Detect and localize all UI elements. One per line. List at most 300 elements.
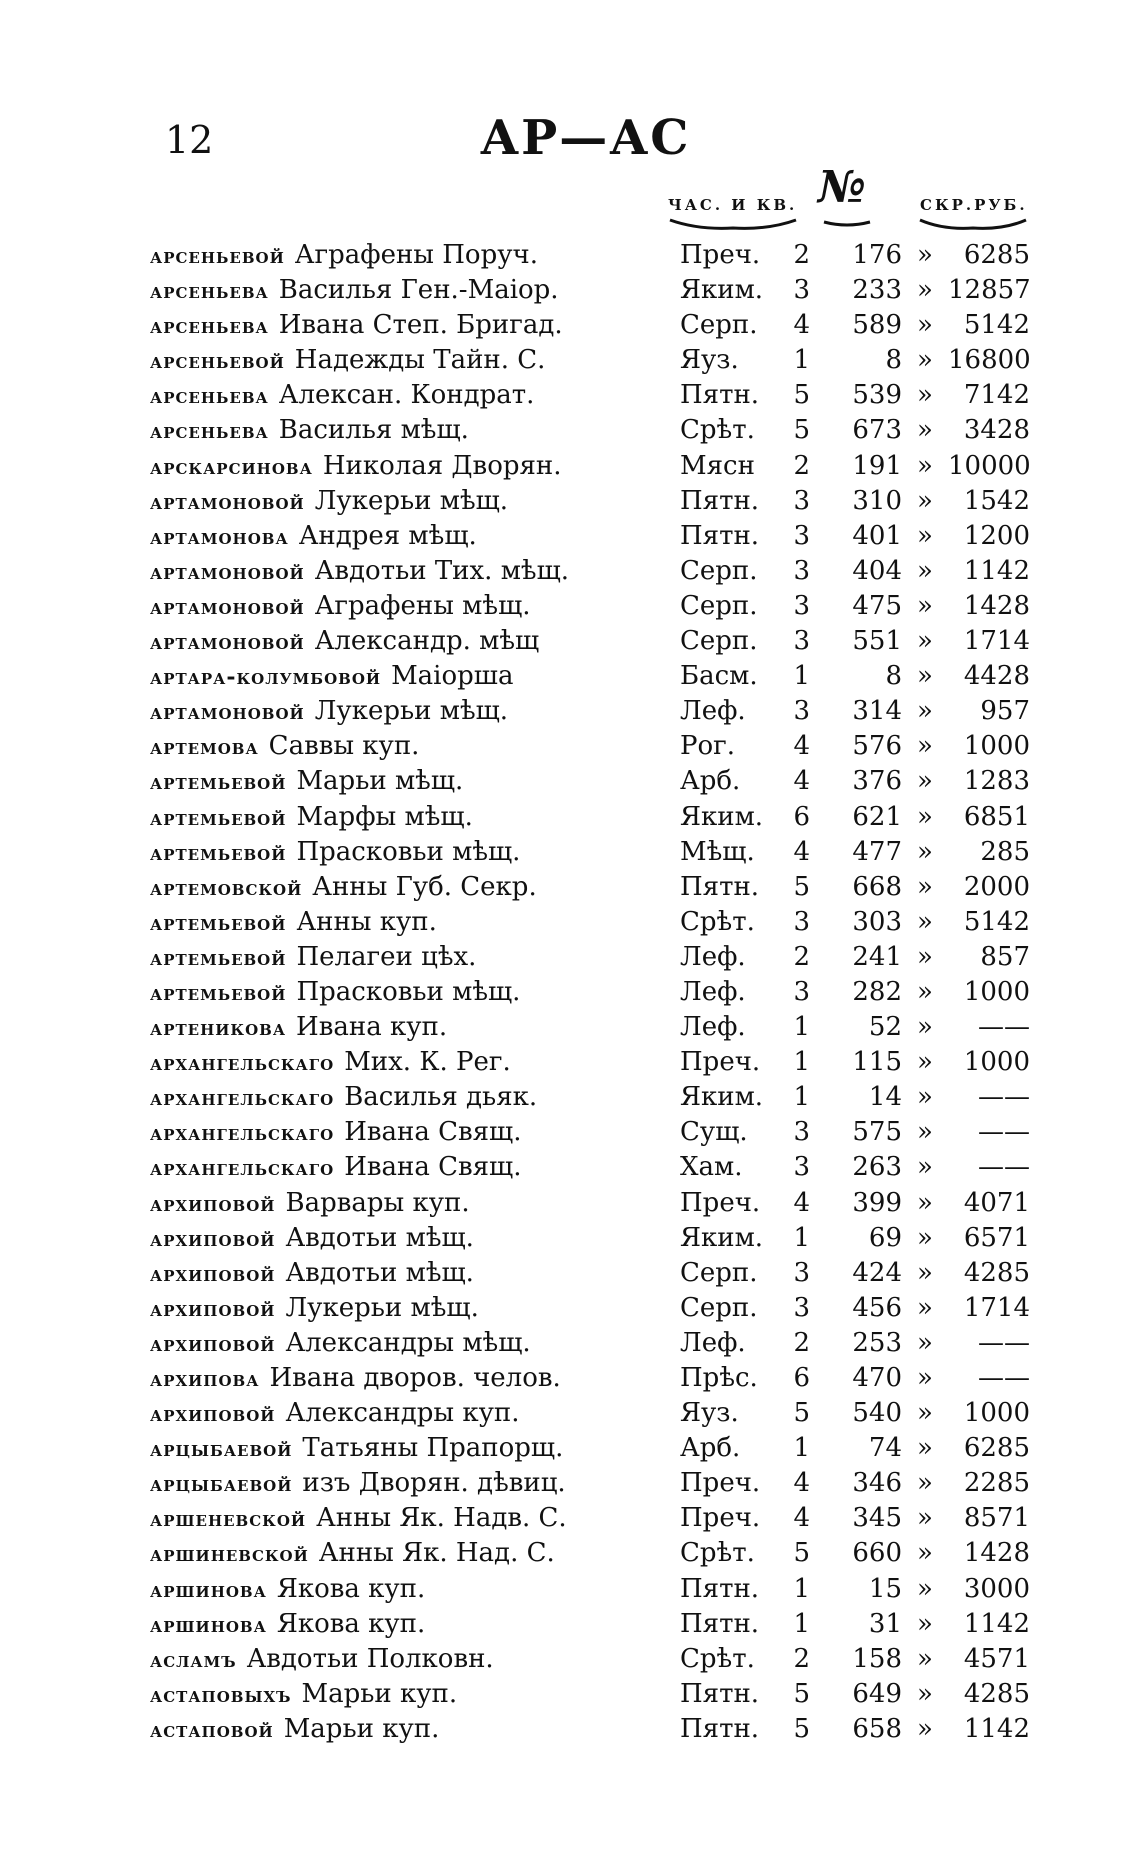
table-row — [150, 519, 1030, 554]
table-row — [150, 1642, 1030, 1677]
part-number-cell: 2 — [793, 1643, 810, 1674]
surname: арцыбаевой — [150, 1471, 293, 1498]
given-name: Марфы мѣщ. — [296, 801, 473, 832]
surname: аршиневской — [150, 1541, 309, 1568]
separator-cell: » — [917, 871, 933, 902]
house-number-cell: 404 — [852, 555, 902, 586]
table-row — [150, 1466, 1030, 1501]
surname: астаповой — [150, 1716, 274, 1743]
surname: артемовской — [150, 874, 303, 901]
given-name: Татьяны Прапорщ. — [302, 1433, 564, 1464]
column-header-sum: СКР.РУБ. — [920, 196, 1028, 214]
surname: архиповой — [150, 1401, 276, 1428]
part-cell: Серп. — [680, 626, 758, 657]
name-cell — [150, 694, 680, 730]
name-cell — [150, 1607, 680, 1643]
name-cell — [150, 484, 680, 520]
surname: артамоновой — [150, 593, 305, 620]
house-number-cell: 475 — [852, 590, 902, 621]
given-name: Анны Як. Надв. С. — [316, 1503, 567, 1534]
sum-cell: 2285 — [963, 1468, 1030, 1499]
separator-cell: » — [917, 380, 933, 411]
given-name: Ивана куп. — [296, 1012, 448, 1043]
part-number-cell: 4 — [793, 1468, 810, 1499]
part-cell: Серп. — [680, 1292, 758, 1323]
house-number-cell: 15 — [868, 1573, 902, 1604]
sum-cell: 1283 — [963, 766, 1030, 797]
part-number-cell: 1 — [793, 345, 810, 376]
separator-cell: » — [917, 1047, 933, 1078]
name-cell — [150, 940, 680, 976]
sum-cell: 6285 — [963, 1433, 1030, 1464]
surname: арскарсинова — [150, 453, 313, 480]
house-number-cell: 575 — [852, 1117, 902, 1148]
separator-cell: » — [917, 976, 933, 1007]
name-cell — [150, 238, 680, 274]
separator-cell: » — [917, 1187, 933, 1218]
house-number-cell: 69 — [868, 1222, 902, 1253]
separator-cell: » — [917, 906, 933, 937]
part-number-cell: 5 — [793, 415, 810, 446]
sum-cell: 1714 — [963, 1292, 1030, 1323]
given-name: Авдотьи мѣщ. — [285, 1222, 474, 1253]
surname: артамонова — [150, 523, 289, 550]
separator-cell: » — [917, 1292, 933, 1323]
name-cell — [150, 1396, 680, 1432]
house-number-cell: 14 — [868, 1082, 902, 1113]
sum-cell: —— — [978, 1327, 1030, 1358]
surname: арсеньевой — [150, 243, 285, 269]
given-name: Аграфены мѣщ. — [314, 590, 531, 621]
sum-cell: 10000 — [948, 450, 1031, 481]
separator-cell: » — [917, 485, 933, 516]
surname: арцыбаевой — [150, 1436, 293, 1463]
house-number-cell: 115 — [852, 1047, 902, 1078]
house-number-cell: 263 — [852, 1152, 902, 1183]
register-table — [150, 238, 1030, 1747]
table-row — [150, 1115, 1030, 1150]
part-number-cell: 1 — [793, 1433, 810, 1464]
sum-cell: 1000 — [963, 976, 1030, 1007]
house-number-cell: 649 — [852, 1678, 902, 1709]
name-cell — [150, 1080, 680, 1116]
name-cell — [150, 1291, 680, 1327]
separator-cell: » — [917, 766, 933, 797]
sum-cell: 1428 — [963, 1538, 1030, 1569]
part-cell: Преч. — [680, 1468, 761, 1499]
house-number-cell: 314 — [852, 696, 902, 727]
part-cell: Хам. — [680, 1152, 743, 1183]
surname: арсеньева — [150, 418, 269, 445]
part-number-cell: 3 — [793, 555, 810, 586]
given-name: Анны Губ. Секр. — [312, 871, 537, 902]
table-row — [150, 835, 1030, 870]
name-cell — [150, 1115, 680, 1151]
given-name: Лукерьи мѣщ. — [314, 485, 509, 516]
sum-cell: 5142 — [963, 310, 1030, 341]
given-name: Александры куп. — [285, 1398, 520, 1429]
separator-cell: » — [917, 1433, 933, 1464]
part-cell: Срѣт. — [680, 1538, 755, 1569]
given-name: Лукерьи мѣщ. — [285, 1292, 479, 1323]
given-name: Ивана Свящ. — [344, 1117, 522, 1148]
part-cell: Леф. — [680, 696, 746, 727]
sum-cell: 6285 — [963, 240, 1030, 270]
given-name: Николая Дворян. — [322, 450, 562, 481]
sum-cell: 1000 — [963, 1047, 1030, 1078]
given-name: Марьи мѣщ. — [296, 766, 464, 797]
surname: арсеньевой — [150, 348, 285, 375]
given-name: Авдотьи Полковн. — [246, 1643, 494, 1674]
name-cell — [150, 413, 680, 449]
table-row — [150, 905, 1030, 940]
part-number-cell: 3 — [793, 976, 810, 1007]
sum-cell: 3428 — [963, 415, 1030, 446]
sum-cell: 7142 — [963, 380, 1030, 411]
table-row — [150, 975, 1030, 1010]
house-number-cell: 658 — [852, 1713, 902, 1744]
house-number-cell: 8 — [885, 661, 902, 692]
part-cell: Арб. — [680, 1433, 741, 1464]
sum-cell: 1542 — [963, 485, 1030, 516]
house-number-cell: 399 — [852, 1187, 902, 1218]
table-row — [150, 308, 1030, 343]
sum-cell: 6571 — [963, 1222, 1030, 1253]
sum-cell: —— — [978, 1082, 1030, 1113]
sum-cell: —— — [978, 1117, 1030, 1148]
separator-cell: » — [917, 555, 933, 586]
given-name: Лукерьи мѣщ. — [314, 696, 509, 727]
house-number-cell: 376 — [852, 766, 902, 797]
part-number-cell: 6 — [793, 801, 810, 832]
sum-cell: 4571 — [963, 1643, 1030, 1674]
separator-cell: » — [917, 731, 933, 762]
name-cell — [150, 1466, 680, 1502]
sum-cell: 8571 — [963, 1503, 1030, 1534]
part-cell: Серп. — [680, 555, 758, 586]
table-row — [150, 1221, 1030, 1256]
surname: артара-колумбовой — [150, 664, 382, 691]
separator-cell: » — [917, 1257, 933, 1288]
name-cell — [150, 519, 680, 555]
part-cell: Преч. — [680, 240, 761, 270]
house-number-cell: 540 — [852, 1398, 902, 1429]
part-cell: Басм. — [680, 661, 758, 692]
surname: архангельскаго — [150, 1120, 335, 1147]
surname: астаповыхъ — [150, 1681, 292, 1708]
separator-cell: » — [917, 1608, 933, 1639]
separator-cell: » — [917, 1152, 933, 1183]
name-cell — [150, 905, 680, 941]
surname: архиповой — [150, 1295, 276, 1322]
part-cell: Серп. — [680, 590, 758, 621]
separator-cell: » — [917, 1503, 933, 1534]
surname: аршинова — [150, 1576, 267, 1603]
given-name: Василья мѣщ. — [278, 415, 469, 446]
table-row — [150, 1677, 1030, 1712]
house-number-cell: 346 — [852, 1468, 902, 1499]
table-row — [150, 1431, 1030, 1466]
name-cell — [150, 835, 680, 871]
given-name: Анны Як. Над. С. — [318, 1538, 555, 1569]
house-number-cell: 660 — [852, 1538, 902, 1569]
separator-cell: » — [917, 240, 933, 270]
part-number-cell: 4 — [793, 1187, 810, 1218]
part-cell: Срѣт. — [680, 906, 755, 937]
name-cell — [150, 624, 680, 660]
given-name: Якова куп. — [276, 1573, 426, 1604]
table-row — [150, 238, 1030, 273]
sum-cell: 3000 — [963, 1573, 1030, 1604]
table-row — [150, 1712, 1030, 1747]
part-cell: Яким. — [680, 1222, 764, 1253]
surname: архангельскаго — [150, 1050, 335, 1077]
given-name: Надежды Тайн. С. — [294, 345, 546, 376]
sum-cell: 2000 — [963, 871, 1030, 902]
separator-cell: » — [917, 696, 933, 727]
part-cell: Яким. — [680, 801, 764, 832]
given-name: Якова куп. — [276, 1608, 426, 1639]
name-cell — [150, 449, 680, 485]
table-row — [150, 589, 1030, 624]
page-number: 12 — [165, 118, 214, 162]
sum-cell: 1142 — [963, 1713, 1030, 1744]
column-header-number: № — [818, 162, 866, 213]
table-row — [150, 484, 1030, 519]
separator-cell: » — [917, 626, 933, 657]
table-row — [150, 413, 1030, 448]
table-row — [150, 1186, 1030, 1221]
part-cell: Леф. — [680, 976, 746, 1007]
surname: артемьевой — [150, 979, 287, 1006]
table-row — [150, 1501, 1030, 1536]
given-name: Аграфены Поруч. — [294, 240, 538, 270]
table-row — [150, 729, 1030, 764]
surname: архиповой — [150, 1225, 276, 1252]
separator-cell: » — [917, 520, 933, 551]
name-cell — [150, 800, 680, 836]
house-number-cell: 668 — [852, 871, 902, 902]
house-number-cell: 470 — [852, 1363, 902, 1393]
part-number-cell: 5 — [793, 380, 810, 411]
separator-cell: » — [917, 1713, 933, 1744]
part-number-cell: 5 — [793, 1678, 810, 1709]
separator-cell: » — [917, 1012, 933, 1043]
house-number-cell: 74 — [868, 1433, 902, 1464]
part-number-cell: 4 — [793, 1503, 810, 1534]
part-number-cell: 3 — [793, 590, 810, 621]
brace-sum — [918, 218, 1028, 232]
house-number-cell: 52 — [868, 1012, 902, 1043]
part-number-cell: 5 — [793, 871, 810, 902]
given-name: Алексан. Кондрат. — [278, 380, 535, 411]
table-row — [150, 694, 1030, 729]
name-cell — [150, 378, 680, 414]
part-number-cell: 3 — [793, 1117, 810, 1148]
surname: артемьевой — [150, 769, 287, 796]
surname: аршеневской — [150, 1506, 307, 1533]
surname: артемьевой — [150, 909, 287, 936]
separator-cell: » — [917, 1468, 933, 1499]
given-name: Маіорша — [391, 661, 514, 692]
surname: архангельскаго — [150, 1085, 335, 1112]
given-name: Василья Ген.-Маіор. — [278, 275, 559, 306]
given-name: Авдотьи мѣщ. — [285, 1257, 474, 1288]
separator-cell: » — [917, 1117, 933, 1148]
column-header-part: ЧАС. И КВ. — [668, 196, 798, 214]
part-cell: Леф. — [680, 1327, 746, 1358]
separator-cell: » — [917, 801, 933, 832]
surname: аршинова — [150, 1611, 267, 1638]
part-cell: Мясн — [680, 450, 755, 481]
separator-cell: » — [917, 590, 933, 621]
part-cell: Пятн. — [680, 485, 760, 516]
surname: артамоновой — [150, 629, 305, 656]
part-number-cell: 4 — [793, 731, 810, 762]
part-cell: Леф. — [680, 941, 746, 972]
table-row — [150, 624, 1030, 659]
table-row — [150, 1396, 1030, 1431]
sum-cell: 16800 — [948, 345, 1031, 376]
house-number-cell: 539 — [852, 380, 902, 411]
sum-cell: 1428 — [963, 590, 1030, 621]
name-cell — [150, 1256, 680, 1292]
part-number-cell: 3 — [793, 485, 810, 516]
surname: архангельскаго — [150, 1155, 335, 1182]
house-number-cell: 621 — [852, 801, 902, 832]
surname: асламъ — [150, 1646, 237, 1673]
part-cell: Пятн. — [680, 1713, 760, 1744]
separator-cell: » — [917, 1082, 933, 1113]
part-number-cell: 3 — [793, 906, 810, 937]
given-name: Саввы куп. — [268, 731, 420, 762]
sum-cell: 4428 — [963, 661, 1030, 692]
brace-part — [668, 218, 798, 232]
house-number-cell: 401 — [852, 520, 902, 551]
table-row — [150, 1150, 1030, 1185]
part-number-cell: 2 — [793, 240, 810, 270]
given-name: Ивана Свящ. — [344, 1152, 522, 1183]
table-row — [150, 764, 1030, 799]
part-number-cell: 3 — [793, 1292, 810, 1323]
name-cell — [150, 1712, 680, 1748]
name-cell — [150, 1431, 680, 1467]
surname: арсеньева — [150, 313, 269, 340]
part-cell: Яким. — [680, 275, 764, 306]
separator-cell: » — [917, 661, 933, 692]
separator-cell: » — [917, 836, 933, 867]
table-row — [150, 1010, 1030, 1045]
separator-cell: » — [917, 1678, 933, 1709]
sum-cell: 12857 — [948, 275, 1031, 306]
part-number-cell: 3 — [793, 1257, 810, 1288]
part-cell: Пятн. — [680, 1678, 760, 1709]
part-cell: Арб. — [680, 766, 741, 797]
part-number-cell: 2 — [793, 941, 810, 972]
part-number-cell: 3 — [793, 696, 810, 727]
table-row — [150, 273, 1030, 308]
name-cell — [150, 1010, 680, 1046]
given-name: Варвары куп. — [285, 1187, 470, 1218]
part-number-cell: 1 — [793, 661, 810, 692]
sum-cell: 957 — [980, 696, 1030, 727]
table-row — [150, 343, 1030, 378]
part-number-cell: 1 — [793, 1608, 810, 1639]
name-cell — [150, 1361, 680, 1397]
name-cell — [150, 975, 680, 1011]
name-cell — [150, 1221, 680, 1257]
house-number-cell: 176 — [852, 240, 902, 270]
part-cell: Сущ. — [680, 1117, 748, 1148]
surname: арсеньева — [150, 278, 269, 305]
sum-cell: 1714 — [963, 626, 1030, 657]
part-number-cell: 2 — [793, 1327, 810, 1358]
house-number-cell: 253 — [852, 1327, 902, 1358]
table-row — [150, 1326, 1030, 1361]
running-head: АР—АС — [480, 110, 691, 166]
separator-cell: » — [917, 1398, 933, 1429]
name-cell — [150, 343, 680, 379]
part-cell: Яуз. — [680, 345, 739, 376]
sum-cell: 5142 — [963, 906, 1030, 937]
sum-cell: 1000 — [963, 1398, 1030, 1429]
surname: артамоновой — [150, 699, 305, 726]
surname: арсеньева — [150, 383, 269, 410]
part-number-cell: 2 — [793, 450, 810, 481]
house-number-cell: 477 — [852, 836, 902, 867]
given-name: Анны куп. — [296, 906, 437, 937]
part-cell: Яким. — [680, 1082, 764, 1113]
sum-cell: 1142 — [963, 1608, 1030, 1639]
separator-cell: » — [917, 1538, 933, 1569]
house-number-cell: 456 — [852, 1292, 902, 1323]
house-number-cell: 282 — [852, 976, 902, 1007]
part-cell: Преч. — [680, 1503, 761, 1534]
house-number-cell: 191 — [852, 450, 902, 481]
sum-cell: 4285 — [963, 1257, 1030, 1288]
sum-cell: 6851 — [963, 801, 1030, 832]
table-row — [150, 378, 1030, 413]
house-number-cell: 551 — [852, 626, 902, 657]
part-number-cell: 1 — [793, 1082, 810, 1113]
name-cell — [150, 308, 680, 344]
table-row — [150, 870, 1030, 905]
house-number-cell: 241 — [852, 941, 902, 972]
separator-cell: » — [917, 1222, 933, 1253]
sum-cell: 857 — [980, 941, 1030, 972]
surname: артемьевой — [150, 839, 287, 866]
part-number-cell: 4 — [793, 310, 810, 341]
name-cell — [150, 1642, 680, 1678]
sum-cell: —— — [978, 1363, 1030, 1393]
surname: архиповой — [150, 1330, 276, 1357]
given-name: Александры мѣщ. — [285, 1327, 531, 1358]
surname: артемьевой — [150, 944, 287, 971]
part-cell: Прѣс. — [680, 1363, 758, 1393]
part-number-cell: 5 — [793, 1713, 810, 1744]
given-name: Мих. К. Рег. — [344, 1047, 511, 1078]
name-cell — [150, 1186, 680, 1222]
name-cell — [150, 1536, 680, 1572]
part-number-cell: 1 — [793, 1222, 810, 1253]
surname: артамоновой — [150, 488, 305, 515]
given-name: Василья дьяк. — [344, 1082, 538, 1113]
part-number-cell: 5 — [793, 1398, 810, 1429]
name-cell — [150, 1501, 680, 1537]
table-row — [150, 1361, 1030, 1396]
part-cell: Пятн. — [680, 871, 760, 902]
house-number-cell: 303 — [852, 906, 902, 937]
